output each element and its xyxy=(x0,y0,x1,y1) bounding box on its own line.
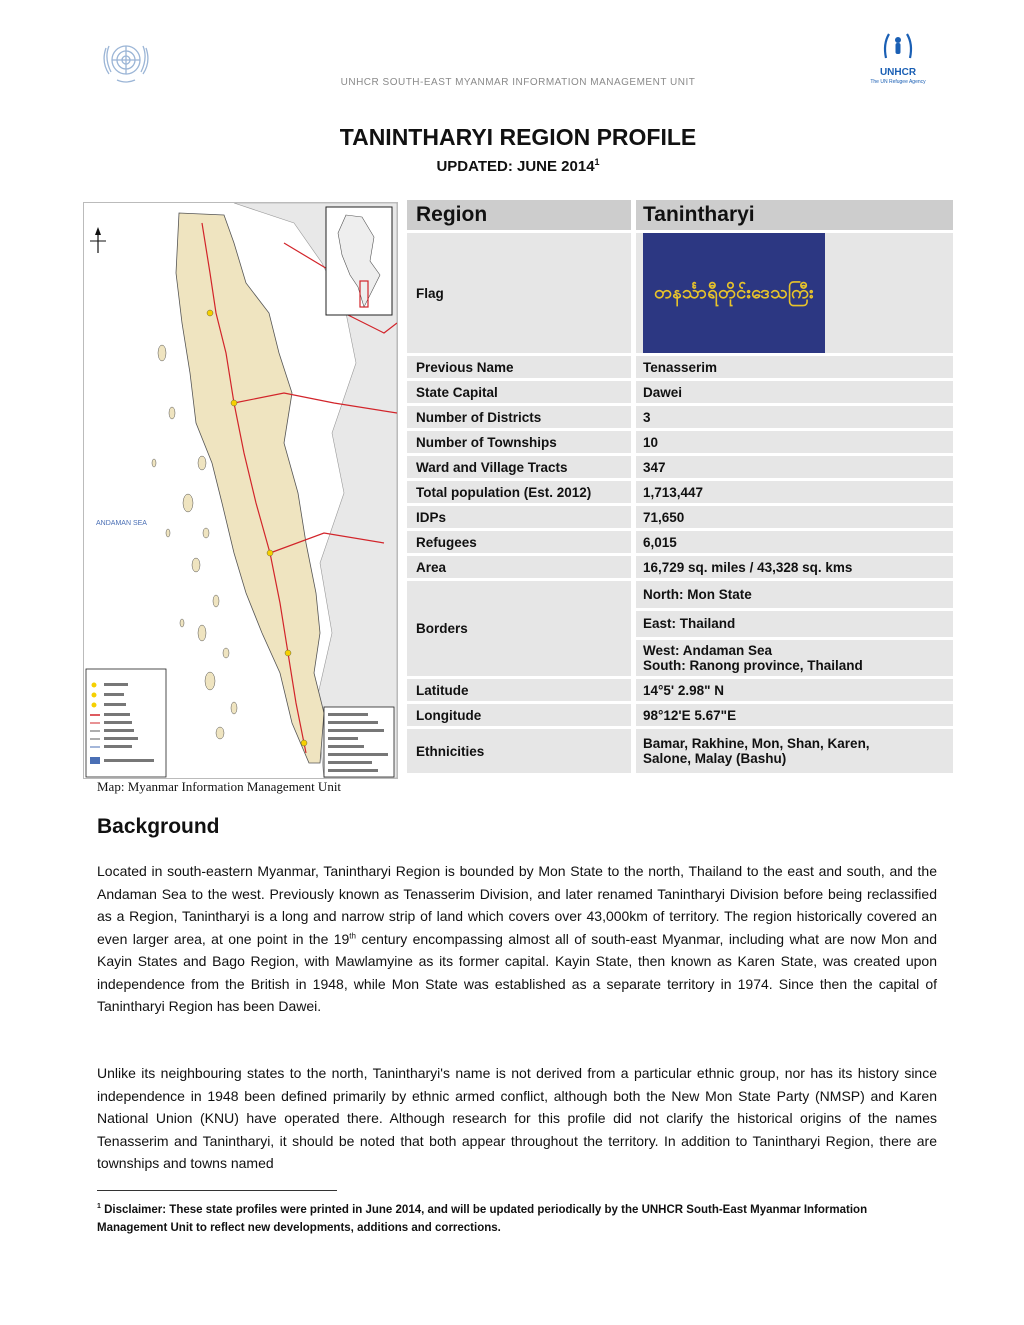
longitude-row xyxy=(407,704,953,726)
table-row xyxy=(407,356,953,378)
background-paragraph-2: Unlike its neighbouring states to the north, Tanintharyi's name is not derived from a particular ethnic group, nor has its history since independence in 1948 been defined primarily by ethnic armed conflict, although both the New Mon State Party (NMSP) and Karen National Union (KNU) have operated there. Although research for this profile did not clarify the historical origins of the names Tenasserim and Tanintharyi, it should be noted that both appear throughout the territory. In addition to Tanintharyi Region, there are townships and towns named xyxy=(97,1065,937,1171)
table-row xyxy=(407,456,953,478)
ethnicities-line-1: Bamar, Rakhine, Mon, Shan, Karen, xyxy=(643,736,870,751)
latitude-row xyxy=(407,679,953,701)
para1-text-b: century encompassing almost all of south-east Myanmar, including what are now Mon and Kayin States and Bago Region, with Mawlamyine as its former capital. Kayin State, then known as Karen State, was created upon independence from the British in 1948, while Mon State was established as a separate territory in 1974. Since then the capital of Tanintharyi Region has been Dawei. xyxy=(97,930,937,1014)
table-header-row xyxy=(407,200,953,230)
map-caption: Map: Myanmar Information Management Unit xyxy=(97,779,342,794)
row-value: 71,650 xyxy=(636,506,953,528)
flag-row xyxy=(407,233,953,353)
table-row xyxy=(407,431,953,453)
borders-label: Borders xyxy=(407,581,631,676)
borders-values xyxy=(636,581,953,676)
table-row xyxy=(407,381,953,403)
ethnicities-row xyxy=(407,729,953,773)
row-value: 347 xyxy=(636,456,953,478)
unhcr-logo-text: UNHCR xyxy=(879,67,917,78)
row-value: 6,015 xyxy=(636,531,953,553)
row-key: IDPs xyxy=(407,506,631,528)
borders-row xyxy=(407,581,953,676)
header-value: Tanintharyi xyxy=(636,200,953,230)
table-row xyxy=(407,556,953,578)
border-east: East: Thailand xyxy=(636,611,953,638)
table-row xyxy=(407,531,953,553)
row-value: 16,729 sq. miles / 43,328 sq. kms xyxy=(636,556,953,578)
region-flag xyxy=(643,233,825,353)
background-paragraph-1 xyxy=(97,860,937,1018)
map-info-box xyxy=(324,707,394,777)
footnote-mark: 1 xyxy=(97,1203,101,1210)
flag-text: တနင်္သာရီတိုင်းဒေသကြီး xyxy=(654,281,814,302)
subtitle-text: UPDATED: JUNE 2014 xyxy=(436,158,595,175)
inset-map xyxy=(326,207,392,315)
row-value: 3 xyxy=(636,406,953,428)
row-key: Refugees xyxy=(407,531,631,553)
border-north: North: Mon State xyxy=(636,581,953,608)
footnote xyxy=(97,1198,937,1237)
border-west: West: Andaman Sea xyxy=(643,643,773,658)
map-legend xyxy=(86,669,166,777)
region-map xyxy=(83,202,398,779)
page-subtitle xyxy=(0,157,1024,175)
row-key: State Capital xyxy=(407,381,631,403)
longitude-value: 98°12'E 5.67"E xyxy=(636,704,953,726)
latitude-label: Latitude xyxy=(407,679,631,701)
header-key: Region xyxy=(407,200,631,230)
table-row xyxy=(407,506,953,528)
table-row xyxy=(407,481,953,503)
border-west-south xyxy=(636,640,953,676)
unhcr-hands-icon xyxy=(880,30,916,60)
section-heading-background: Background xyxy=(97,815,220,838)
row-value: Tenasserim xyxy=(636,356,953,378)
row-value: 1,713,447 xyxy=(636,481,953,503)
row-key: Total population (Est. 2012) xyxy=(407,481,631,503)
latitude-value: 14°5' 2.98" N xyxy=(636,679,953,701)
para1-text-a: Located in south-eastern Myanmar, Tanintharyi Region is bounded by Mon State to the north, Thailand to the east and south, and the Andaman Sea to the west. Previously known as Tenasserim Division, and later renamed Tanintharyi Division before being reclassified as a Region, Tanintharyi is a long and narrow strip of land which covers over 43,000km of territory. The region historically covered an even larger area, at one point in the 19 xyxy=(97,863,937,947)
ethnicities-label: Ethnicities xyxy=(407,729,631,773)
row-key: Number of Districts xyxy=(407,406,631,428)
footnote-ref[interactable]: 1 xyxy=(594,157,600,167)
row-key: Ward and Village Tracts xyxy=(407,456,631,478)
row-key: Previous Name xyxy=(407,356,631,378)
row-value: Dawei xyxy=(636,381,953,403)
footnote-divider xyxy=(97,1190,337,1191)
ethnicities-line-2: Salone, Malay (Bashu) xyxy=(643,751,787,766)
flag-cell xyxy=(636,233,953,353)
flag-label: Flag xyxy=(407,233,631,353)
row-key: Number of Townships xyxy=(407,431,631,453)
sea-label: ANDAMAN SEA xyxy=(96,520,147,527)
footnote-text: Disclaimer: These state profiles were printed in June 2014, and will be updated periodically by the UNHCR South-East Myanmar Information Management Unit to reflect new developments, additions and corrections. xyxy=(97,1203,868,1234)
table-row xyxy=(407,406,953,428)
profile-table xyxy=(407,200,953,776)
page-title: TANINTHARYI REGION PROFILE xyxy=(339,124,697,150)
border-south: South: Ranong province, Thailand xyxy=(643,658,863,673)
row-key: Area xyxy=(407,556,631,578)
para1-superscript: th xyxy=(349,930,356,940)
row-value: 10 xyxy=(636,431,953,453)
unit-name: UNHCR SOUTH-EAST MYANMAR INFORMATION MANAGEMENT UNIT xyxy=(340,77,696,88)
unhcr-logo-subtext: The UN Refugee Agency xyxy=(870,79,926,85)
longitude-label: Longitude xyxy=(407,704,631,726)
ethnicities-value xyxy=(636,729,953,773)
